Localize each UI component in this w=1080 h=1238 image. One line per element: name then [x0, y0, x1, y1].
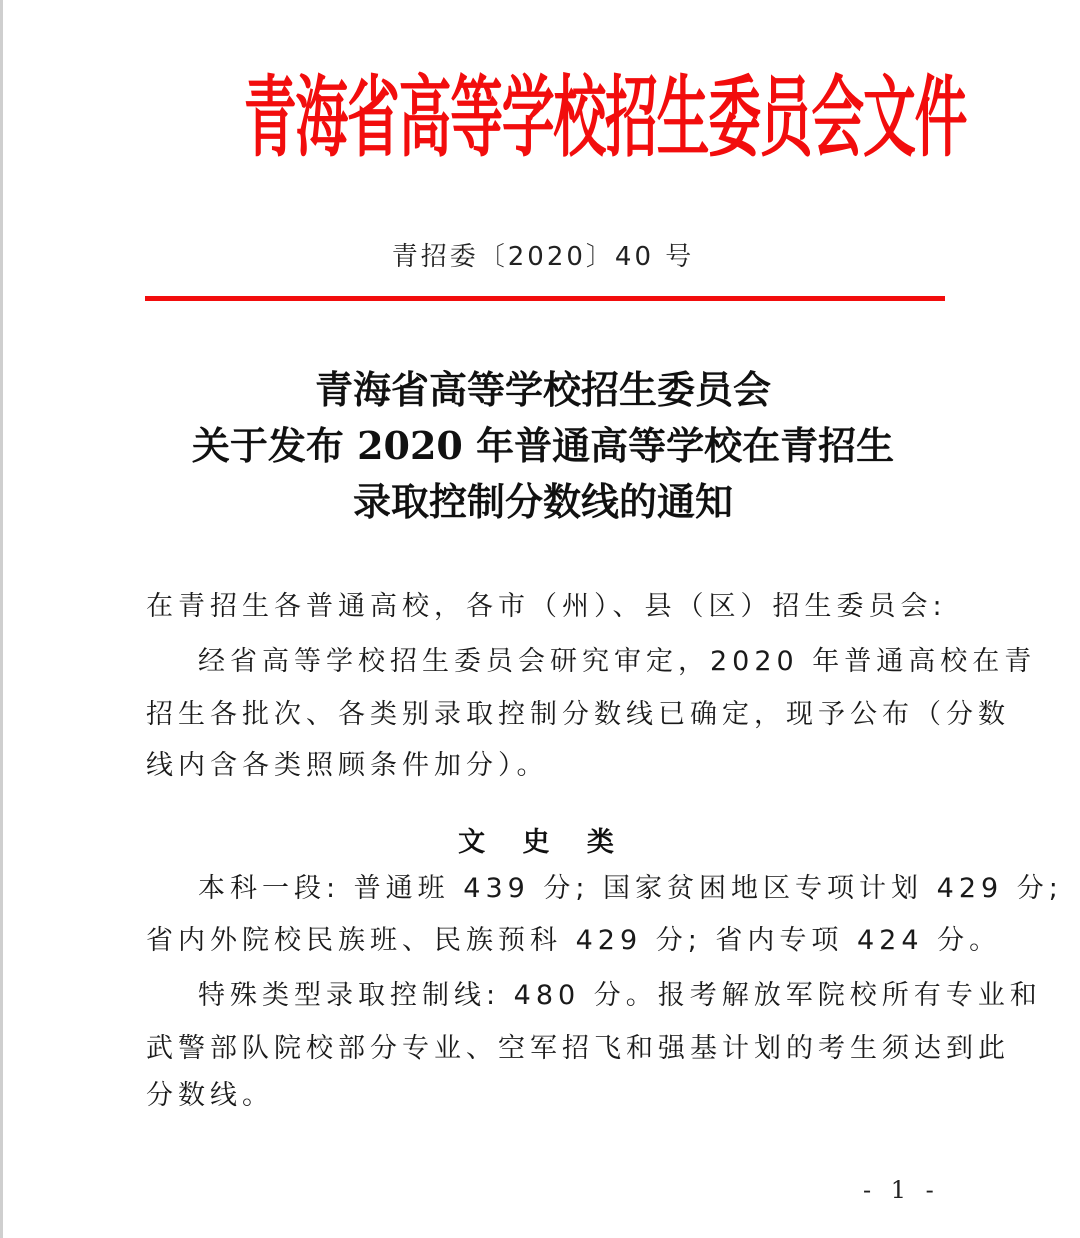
liberal-arts-para2-line3: 分数线。: [146, 1080, 274, 1111]
page-number: - 1 -: [863, 1176, 940, 1204]
liberal-arts-para2-line1: 特殊类型录取控制线: 480 分。报考解放军院校所有专业和: [198, 980, 1042, 1011]
title-line-3: 录取控制分数线的通知: [352, 479, 733, 524]
red-divider-rule: [145, 296, 945, 301]
liberal-arts-para1-line1: 本科一段: 普通班 439 分; 国家贫困地区专项计划 429 分;: [198, 873, 1063, 904]
document-number: 青招委〔2020〕40 号: [391, 242, 695, 272]
masthead-title: 青海省高等学校招生委员会文件: [243, 65, 967, 169]
liberal-arts-para2-line2: 武警部队院校部分专业、空军招飞和强基计划的考生须达到此: [146, 1033, 1010, 1064]
intro-line-1: 经省高等学校招生委员会研究审定，2020 年普通高校在青: [198, 646, 1037, 677]
masthead: [3, 62, 1080, 172]
liberal-arts-para1-line2: 省内外院校民族班、民族预科 429 分; 省内专项 424 分。: [146, 925, 1002, 956]
intro-line-3: 线内含各类照顾条件加分）。: [146, 750, 549, 781]
notice-title: [3, 362, 1080, 530]
intro-line-2: 招生各批次、各类别录取控制分数线已确定，现予公布（分数: [146, 699, 1010, 730]
title-line-2: 关于发布 2020 年普通高等学校在青招生: [191, 423, 895, 468]
salutation: 在青招生各普通高校，各市（州）、县（区）招生委员会:: [146, 591, 947, 622]
title-line-1: 青海省高等学校招生委员会: [314, 367, 771, 412]
section-heading-liberal-arts: 文 史 类: [458, 827, 628, 858]
